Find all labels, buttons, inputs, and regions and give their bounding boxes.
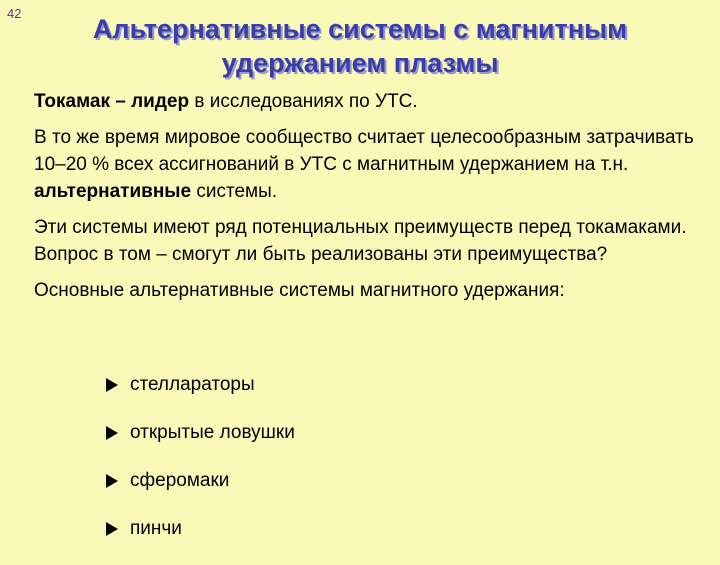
arrowhead-bullet-icon xyxy=(106,522,118,536)
paragraph-tokamak xyxy=(34,88,694,115)
slide-number: 42 xyxy=(7,6,22,21)
tokamak-leader-bold: Токамак – лидер xyxy=(34,91,190,112)
arrowhead-bullet-icon xyxy=(106,474,118,488)
paragraph-list-intro: Основные альтернативные системы магнитного удержания: xyxy=(34,280,565,301)
alternative-systems-list xyxy=(104,373,295,565)
arrowhead-bullet-icon xyxy=(106,426,118,440)
list-item-label: пинчи xyxy=(130,518,182,539)
list-item-label: стеллараторы xyxy=(130,374,255,395)
slide-body xyxy=(34,88,694,313)
tokamak-leader-rest: в исследованиях по УТС. xyxy=(189,91,418,112)
arrowhead-bullet-icon xyxy=(106,378,118,392)
slide-title: Альтернативные системы с магнитным удержанием плазмы xyxy=(92,14,628,78)
paragraph-funding xyxy=(34,124,694,205)
alternative-bold: альтернативные xyxy=(34,181,192,202)
list-item xyxy=(104,373,295,397)
list-item xyxy=(104,469,295,493)
list-item-label: сферомаки xyxy=(130,470,230,491)
list-item xyxy=(104,517,295,541)
funding-text-2: системы. xyxy=(191,181,278,202)
paragraph-advantages: Эти системы имеют ряд потенциальных преимуществ перед токамаками. Вопрос в том – смогут ли быть реализованы эти преимущества? xyxy=(34,217,687,265)
list-item-label: открытые ловушки xyxy=(130,422,295,443)
list-item xyxy=(104,421,295,445)
funding-text-1: В то же время мировое сообщество считает целесообразным затрачивать 10–20 % всех ассигнований в УТС с магнитным удержанием на т.н. xyxy=(34,127,694,175)
